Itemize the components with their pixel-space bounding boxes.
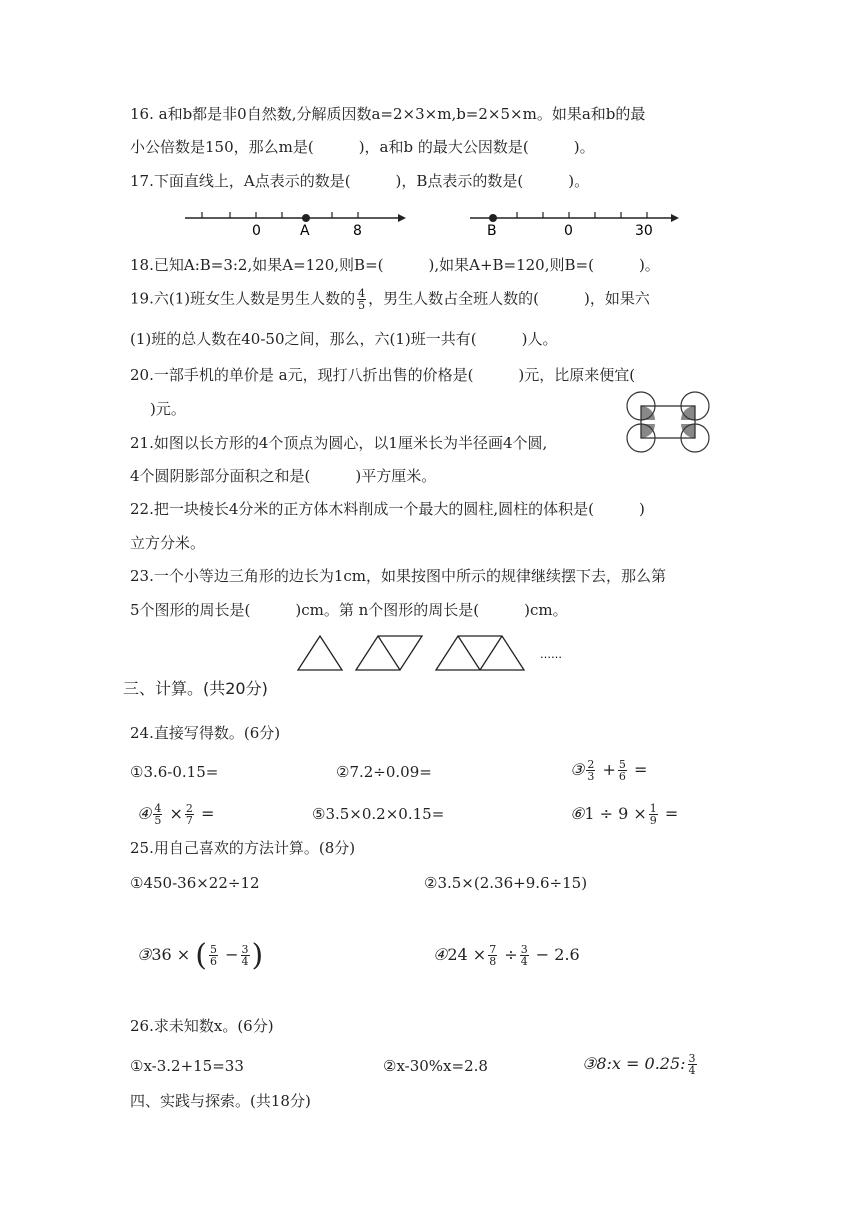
q20-line1: 20.一部手机的单价是 a元，现打八折出售的价格是( )元，比原来便宜(: [130, 366, 636, 384]
q26-c: ③8:x = 0.25: $\frac{3}{4}$: [582, 1052, 696, 1077]
q23-line2: 5个图形的周长是( )cm。第 n个图形的周长是( )cm。: [130, 601, 568, 619]
fraction-4-5: $\frac{4}{5}$: [358, 287, 366, 312]
q23-line1: 23.一个小等边三角形的边长为1cm，如果按图中所示的规律继续摆下去，那么第: [130, 567, 667, 585]
q17-text: 17.下面直线上，A点表示的数是( )，B点表示的数是( )。: [130, 172, 590, 190]
label-a: A: [300, 223, 310, 239]
label-8: 8: [353, 223, 362, 239]
q16-line1: 16. a和b都是非0自然数,分解质因数a=2×3×m,b=2×5×m。如果a和b的最: [130, 105, 646, 123]
q24-c: ③ $\frac{2}{3}$ + $\frac{5}{6}$ =: [570, 758, 648, 783]
q19-line1: 19.六(1)班女生人数是男生人数的 $\frac{4}{5}$ ，男生人数占全班人数的( )，如果六: [130, 287, 650, 312]
ellipsis-dots: ……: [540, 648, 562, 661]
q24-e: ⑤3.5×0.2×0.15=: [312, 805, 445, 823]
q25-title: 25.用自己喜欢的方法计算。(8分): [130, 839, 356, 857]
q24-b: ②7.2÷0.09=: [336, 763, 432, 781]
q26-a: ①x-3.2+15=33: [130, 1057, 244, 1075]
q24-f: ⑥1 ÷ 9 × $\frac{1}{9}$ =: [570, 802, 679, 827]
q25-d: ④24 × $\frac{7}{8}$ ÷ $\frac{3}{4}$ − 2.6: [433, 943, 580, 968]
q16-line2: 小公倍数是150，那么m是( )，a和b 的最大公因数是( )。: [130, 138, 595, 156]
label-0: 0: [252, 223, 261, 239]
q26-b: ②x-30%x=2.8: [383, 1057, 488, 1075]
q22-line2: 立方分米。: [130, 534, 206, 552]
q24-a: ①3.6-0.15=: [130, 763, 219, 781]
q19-line2: (1)班的总人数在40-50之间，那么，六(1)班一共有( )人。: [130, 330, 558, 348]
q21-line1: 21.如图以长方形的4个顶点为圆心，以1厘米长为半径画4个圆,: [130, 434, 548, 452]
q26-title: 26.求未知数x。(6分): [130, 1017, 274, 1035]
label-zero: 0: [564, 223, 573, 239]
label-30: 30: [635, 223, 653, 239]
q20-line2: )元。: [150, 400, 186, 418]
circles-rectangle-figure: [624, 394, 714, 459]
q21-line2: 4个圆阴影部分面积之和是( )平方厘米。: [130, 467, 437, 485]
point-b: [489, 214, 497, 222]
q25-a: ①450-36×22÷12: [130, 874, 260, 892]
q22-line1: 22.把一块棱长4分米的正方体木料削成一个最大的圆柱,圆柱的体积是( ): [130, 500, 645, 518]
section-4-title: 四、实践与探索。(共18分): [130, 1092, 311, 1110]
label-b: B: [487, 223, 497, 239]
q24-d: ④ $\frac{4}{5}$ × $\frac{2}{7}$ =: [137, 802, 215, 827]
section-3-title: 三、计算。(共20分): [123, 679, 268, 698]
q25-b: ②3.5×(2.36+9.6÷15): [424, 874, 588, 892]
q24-title: 24.直接写得数。(6分): [130, 724, 281, 742]
number-line-b: [465, 206, 685, 239]
q25-c: ③36 × ( $\frac{5}{6}$ − $\frac{3}{4}$ ): [137, 937, 264, 973]
triangle-pattern-figure: [290, 628, 590, 673]
number-line-a: [180, 206, 410, 239]
point-a: [302, 214, 310, 222]
q18-text: 18.已知A:B=3:2,如果A=120,则B=( ),如果A+B=120,则B=( )。: [130, 256, 660, 274]
